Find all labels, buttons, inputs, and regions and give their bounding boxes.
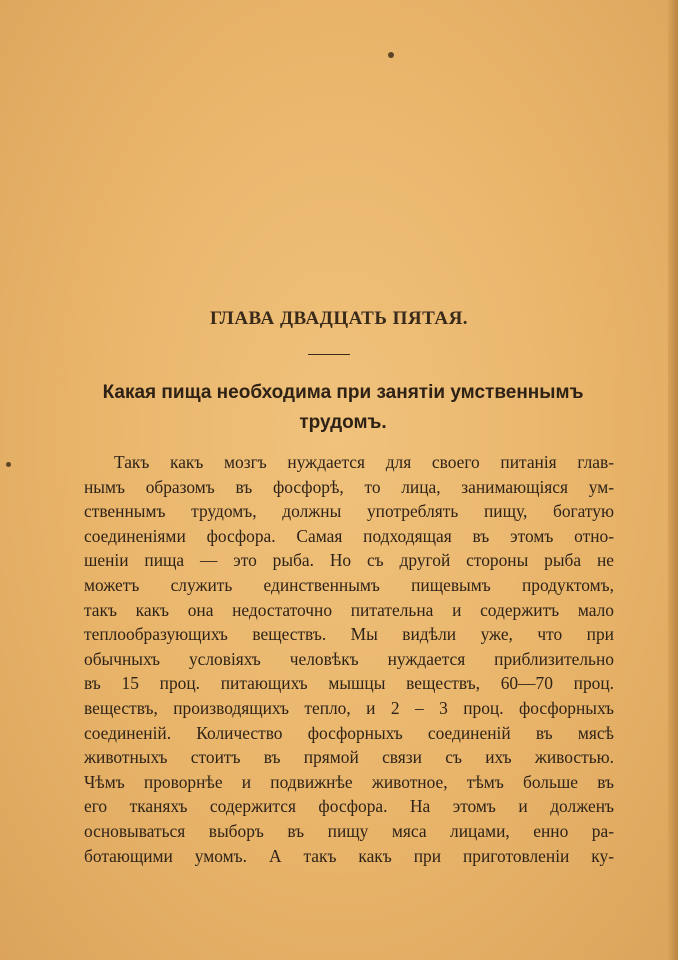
body-line: его тканяхъ содержится фосфора. На этомъ и долженъ	[84, 796, 614, 817]
body-line: ственнымъ трудомъ, должны употреблять пищу, богатую	[84, 501, 614, 522]
body-line: основываться выборъ въ пищу мяса лицами, енно ра-	[84, 820, 614, 841]
body-line: нымъ образомъ въ фосфорѣ, то лица, занимающіяся ум-	[84, 476, 614, 497]
section-title: Какая пища необходима при занятіи умственнымъ трудомъ.	[102, 382, 584, 433]
ink-speck	[6, 462, 11, 467]
body-line: можетъ служить единственнымъ пищевымъ продуктомъ,	[84, 574, 614, 595]
ink-speck	[388, 52, 394, 58]
body-line: въ 15 проц. питающихъ мышцы веществъ, 60—70 проц.	[84, 673, 614, 694]
body-paragraph	[84, 450, 614, 868]
body-line: теплообразующихъ веществъ. Мы видѣли уже, что при	[84, 624, 614, 645]
chapter-heading: ГЛАВА ДВАДЦАТЬ ПЯТАЯ.	[209, 308, 469, 329]
body-line: ботающими умомъ. А такъ какъ при приготовленіи ку-	[84, 845, 614, 866]
page-edge-shadow	[668, 0, 678, 960]
body-line: Такъ какъ мозгъ нуждается для своего питанія глав-	[114, 452, 614, 472]
body-line: веществъ, производящихъ тепло, и 2 – 3 проц. фосфорныхъ	[84, 697, 614, 718]
body-line: шеніи пища — это рыба. Но съ другой стороны рыба не	[84, 550, 614, 571]
chapter-divider	[308, 354, 350, 355]
body-line: Чѣмъ проворнѣе и подвижнѣе животное, тѣмъ больше въ	[84, 771, 614, 792]
body-line: животныхъ стоитъ въ прямой связи съ ихъ живостью.	[84, 747, 614, 768]
body-line: соединеній. Количество фосфорныхъ соединеній въ мясѣ	[84, 722, 614, 743]
body-line: обычныхъ условіяхъ человѣкъ нуждается приблизительно	[84, 648, 614, 669]
body-line: такъ какъ она недостаточно питательна и содержитъ мало	[84, 599, 614, 620]
body-line: соединеніями фосфора. Самая подходящая въ этомъ отно-	[84, 525, 614, 546]
